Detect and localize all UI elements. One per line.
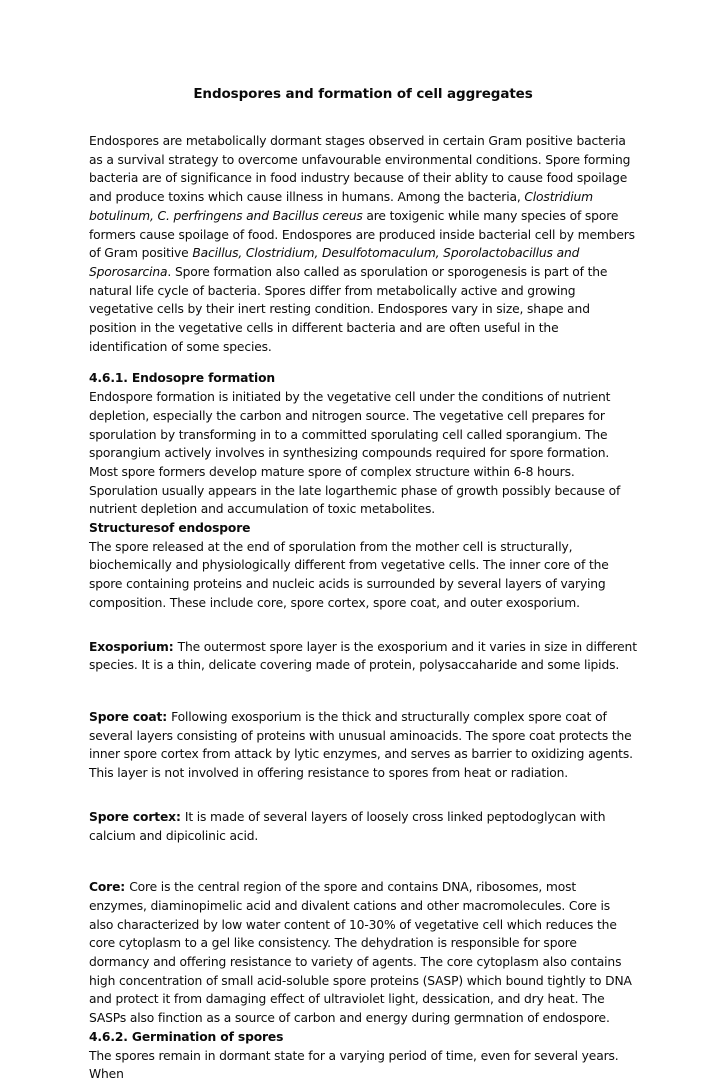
term-label: Core: bbox=[89, 880, 130, 895]
body-text-run: Endospores are metabolically dormant stages observed in certain Gram positive bacteria as a survival strategy to overcome unfavourable environmental conditions. Spore forming bacteria are of significance in food industry because of their ablity to cause food spoilage and produce toxins which cause illness in humans. Among the bacteria, bbox=[89, 134, 631, 205]
endospore-formation-paragraph bbox=[89, 388, 637, 519]
body-text-run: . Spore formation also called as sporulation or sporogenesis is part of the natural life cycle of bacteria. Spores differ from metabolically active and growing vegetative cells by their inert resting condition. Endospores vary in size, shape and position in the vegetative cells in different bacteria and are often useful in the identification of some species. bbox=[89, 264, 608, 354]
body-text-run: The outermost spore layer is the exosporium and it varies in size in different species. It is a thin, delicate covering made of protein, polysaccaharide and some lipids. bbox=[89, 639, 637, 673]
body-text-run: Endospore formation is initiated by the vegetative cell under the conditions of nutrient depletion, especially the carbon and nitrogen source. The vegetative cell prepares for sporulation by transforming in to a committed sporulating cell called sporangium. The sporangium actively involves in synthesizing compounds required for spore formation. Most spore formers develop mature spore of complex structure within 6-8 hours. Sporulation usually appears in the late logarthemic phase of growth possibly because of nutrient depletion and accumulation of toxic metabolites. bbox=[89, 390, 621, 517]
spore-coat-paragraph bbox=[89, 708, 637, 783]
heading-4-6-1-endospore-formation: 4.6.1. Endosopre formation bbox=[89, 371, 275, 386]
heading-4-6-2-germination-of-spores: 4.6.2. Germination of spores bbox=[89, 1029, 284, 1044]
body-text-run: Following exosporium is the thick and structurally complex spore coat of several layers consisting of proteins with unusual aminoacids. The spore coat protects the inner spore cortex from attack by lytic enzymes, and serves as barrier to oxidizing agents. This layer is not involved in offering resistance to spores from heat or radiation. bbox=[89, 709, 633, 781]
body-text-run: The spores remain in dormant state for a varying period of time, even for several years. When bbox=[89, 1048, 619, 1082]
germination-paragraph bbox=[89, 1047, 637, 1084]
exosporium-paragraph bbox=[89, 638, 637, 675]
body-text-run: It is made of several layers of loosely cross linked peptodoglycan with calcium and dipicolinic acid. bbox=[89, 809, 606, 843]
core-paragraph bbox=[89, 878, 637, 1028]
body-text-run: Core is the central region of the spore and contains DNA, ribosomes, most enzymes, diaminopimelic acid and divalent cations and other macromolecules. Core is also characterized by low water content of 10-30% of vegetative cell which reduces the core cytoplasm to a gel like consistency. The dehydration is responsible for spore dormancy and offering resistance to variety of agents. The core cytoplasm also contains high concentration of small acid-soluble spore proteins (SASP) which bound tightly to DNA and protect it from damaging effect of ultraviolet light, dessication, and dry heat. The SASPs also finction as a source of carbon and energy during germnation of endospore. bbox=[89, 880, 632, 1026]
document-content bbox=[89, 132, 637, 1084]
species-name-text: Bacillus, Clostridium, Desulfotomaculum, Sporolactobacillus and Sporosarcina bbox=[89, 246, 580, 279]
body-text-run: are toxigenic while many species of spore formers cause spoilage of food. Endospores are produced inside bacterial cell by members of Gram positive bbox=[89, 208, 635, 261]
intro-paragraph bbox=[89, 132, 637, 356]
spore-cortex-paragraph bbox=[89, 808, 637, 845]
structure-overview-paragraph bbox=[89, 538, 637, 613]
term-label: Spore cortex: bbox=[89, 809, 185, 824]
term-label: Exosporium: bbox=[89, 639, 178, 654]
document-title: Endospores and formation of cell aggregates bbox=[193, 86, 533, 102]
body-text-run: The spore released at the end of sporulation from the mother cell is structurally, biochemically and physiologically different from vegetative cells. The inner core of the spore containing proteins and nucleic acids is surrounded by several layers of varying composition. These include core, spore cortex, spore coat, and outer exosporium. bbox=[89, 539, 609, 610]
term-label: Spore coat: bbox=[89, 709, 172, 724]
species-name-text: Clostridium botulinum, C. perfringens and Bacillus cereus bbox=[89, 190, 593, 223]
heading-structures-of-endospore: Structuresof endospore bbox=[89, 521, 251, 536]
